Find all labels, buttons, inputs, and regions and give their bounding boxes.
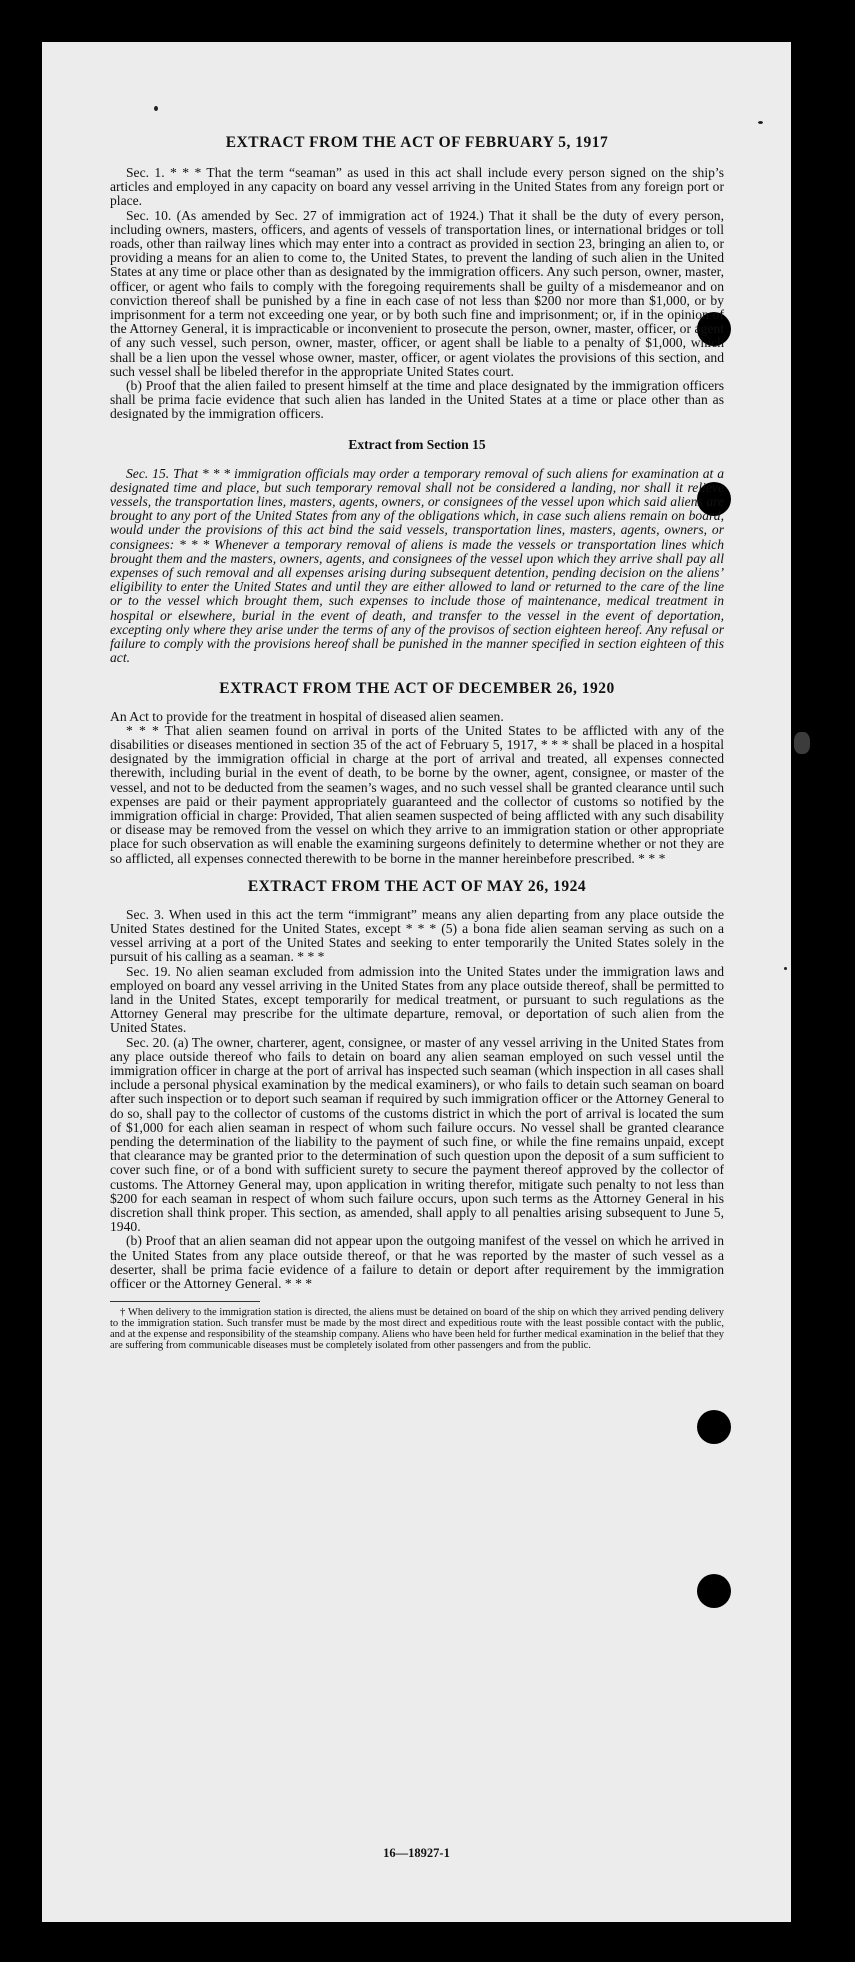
heading-act-1924: EXTRACT FROM THE ACT OF MAY 26, 1924 — [247, 877, 587, 895]
ink-dot — [154, 106, 158, 111]
section-10: Sec. 10. (As amended by Sec. 27 of immigration act of 1924.) That it shall be the duty of every person, including owners, masters, officers, and agents of vessels of transportation lines, or international bridges or toll roads, other than railway lines which may enter into a contract as provided in section 23, bringing an alien to, or providing a means for an alien to come to, the United States, to prevent the landing of such alien in the United States at any time or place other than as designated by the immigration officers. Any such person, owner, master, officer, or agent who fails to comply with the foregoing requirements shall be guilty of a misdemeanor and on conviction thereof shall be punished by a fine in each case of not less than $200 nor more than $1,000, or by imprisonment for a term not exceeding one year, or by both such fine and imprisonment; or, if in the opinion of the Attorney General, it is impracticable or inconvenient to prosecute the person, owner, master, officer, or agent of any such vessel, such person, owner, master, officer, or agent shall be liable to a penalty of $1,000, which shall be a lien upon the vessel whose owner, master, officer, or agent violates the provisions of this section, and such vessel shall be libeled therefor in the appropriate United States court. — [110, 207, 724, 379]
form-number: 16—18927-1 — [383, 1846, 450, 1860]
document-body — [110, 134, 724, 1351]
section-1: Sec. 1. * * * That the term “seaman” as used in this act shall include every person signed on the ship’s articles and employed in any capacity on board any vessel arriving in the United States from any foreign port or place. — [110, 165, 724, 209]
heading-act-1920: EXTRACT FROM THE ACT OF DECEMBER 26, 1920 — [219, 679, 615, 697]
act-1920-title: An Act to provide for the treatment in hospital of diseased alien seamen. — [110, 708, 504, 724]
binder-hole — [697, 1410, 731, 1444]
ink-dot — [758, 121, 763, 124]
section-10-b: (b) Proof that the alien failed to present himself at the time and place designated by the immigration officers shall be prima facie evidence that such alien has landed in the United States at a time or place other than as designated by the immigration officers. — [110, 378, 724, 422]
binder-hole — [697, 1574, 731, 1608]
section-20: Sec. 20. (a) The owner, charterer, agent, consignee, or master of any vessel arriving in the United States from any place outside thereof who fails to detain on board any alien seaman employed on such vessel until the immigration officer in charge at the port of arrival has inspected such seaman (which inspection in all cases shall include a personal physical examination by the medical examiners), or who fails to detain such seaman on board after such inspection or to deport such seaman if required by such immigration officer or the Attorney General to do so, shall pay to the collector of customs of the customs district in which the port of arrival is located the sum of $1,000 for each alien seaman in respect of whom such failure occurs. No vessel shall be granted clearance pending the determination of the liability to the payment of such fine, or while the fine remains unpaid, except that clearance may be granted prior to the determination of such question upon the deposit of a sum sufficient to cover such fine, or of a bond with sufficient surety to secure the payment thereof approved by the collector of customs. The Attorney General may, upon application in writing therefor, mitigate such penalty to not less than $200 for each seaman in respect of whom such failure occurs, upon such terms as the Attorney General in his discretion shall think proper. This section, as amended, shall apply to all penalties arising subsequent to June 5, 1940. — [110, 1034, 724, 1235]
footnote: † When delivery to the immigration station is directed, the aliens must be detained on board of the ship on which they arrived pending delivery to the immigration station. Such transfer must be made by the most direct and expeditious route with the least possible contact with the public, and at the expense and responsibility of the steamship company. Aliens who have been held for further medical examination in the belief that they are suffering from communicable diseases must be completely isolated from other passengers and from the public. — [110, 1307, 724, 1352]
section-3: Sec. 3. When used in this act the term “immigrant” means any alien departing from any place outside the United States destined for the United States, except * * * (5) a bona fide alien seaman serving as such on a vessel arriving at a port of the United States and seeking to enter temporarily the United States solely in the pursuit of his calling as a seaman. * * * — [110, 906, 724, 965]
act-1920-body: * * * That alien seamen found on arrival in ports of the United States to be afflicted with any of the disabilities or diseases mentioned in section 35 of the act of February 5, 1917, * * * shall be placed in a hospital designated by the immigration official in charge at the port of arrival and treated, all expenses connected therewith, including burial in the event of death, to be borne by the owner, agent, consignee, or master of the vessel, and not to be deducted from the seamen’s wages, and no such vessel shall be granted clearance until such expenses are paid or their payment appropriately guaranteed and the collector of customs so notified by the immigration official in charge: Provided, That alien seamen suspected of being afflicted with any such disability or disease may be removed from the vessel on which they arrive to an immigration station or other appropriate place for such observation as will enable the examining surgeons definitely to determine whether or not they are so afflicted, all expenses connected therewith to be borne in the manner hereinbefore prescribed. * * * — [110, 722, 724, 866]
subheading-section-15: Extract from Section 15 — [348, 436, 486, 452]
ink-dot — [784, 967, 787, 970]
section-20-b: (b) Proof that an alien seaman did not appear upon the outgoing manifest of the vessel on which he arrived in the United States from any place outside thereof, or that he was reported by the master of such vessel as a deserter, shall be prima facie evidence of a failure to detain or deport after requirement by the immigration officer or the Attorney General. * * * — [110, 1233, 724, 1292]
section-19: Sec. 19. No alien seaman excluded from admission into the United States under the immigration laws and employed on board any vessel arriving in the United States from any place outside thereof, shall be permitted to land in the United States, except temporarily for medical treatment, or pursuant to such regulations as the Attorney General may prescribe for the ultimate departure, removal, or deportation of such alien from the United States. — [110, 963, 724, 1036]
document-page — [42, 42, 791, 1922]
section-15: Sec. 15. That * * * immigration officials may order a temporary removal of such aliens for examination at a designated time and place, but such temporary removal shall not be considered a landing, nor shall it relieve vessels, the transportation lines, masters, agents, owners, or consignees of the vessel upon which said aliens are brought to any port of the United States from any of the obligations which, in case such aliens remain on board, would under the provisions of this act bind the said vessels, transportation lines, masters, agents, owners, or consignees: * * * Whenever a temporary removal of aliens is made the vessels or transportation lines which brought them and the masters, owners, agents, and consignees of the vessel upon which they arrive shall pay all expenses of such removal and all expenses arising during subsequent detention, pending decision on the aliens’ eligibility to enter the United States and until they are either allowed to land or returned to the care of the line or to the vessel which brought them, such expenses to include those of maintenance, medical treatment in hospital or elsewhere, burial in the event of death, and transfer to the vessel in the event of deportation, excepting only where they arise under the terms of any of the provisos of section eighteen hereof. Any refusal or failure to comply with the provisions hereof shall be punished in the manner specified in section eighteen of this act. — [110, 465, 724, 666]
heading-act-1917: EXTRACT FROM THE ACT OF FEBRUARY 5, 1917 — [225, 134, 609, 151]
page-smudge — [794, 732, 810, 754]
